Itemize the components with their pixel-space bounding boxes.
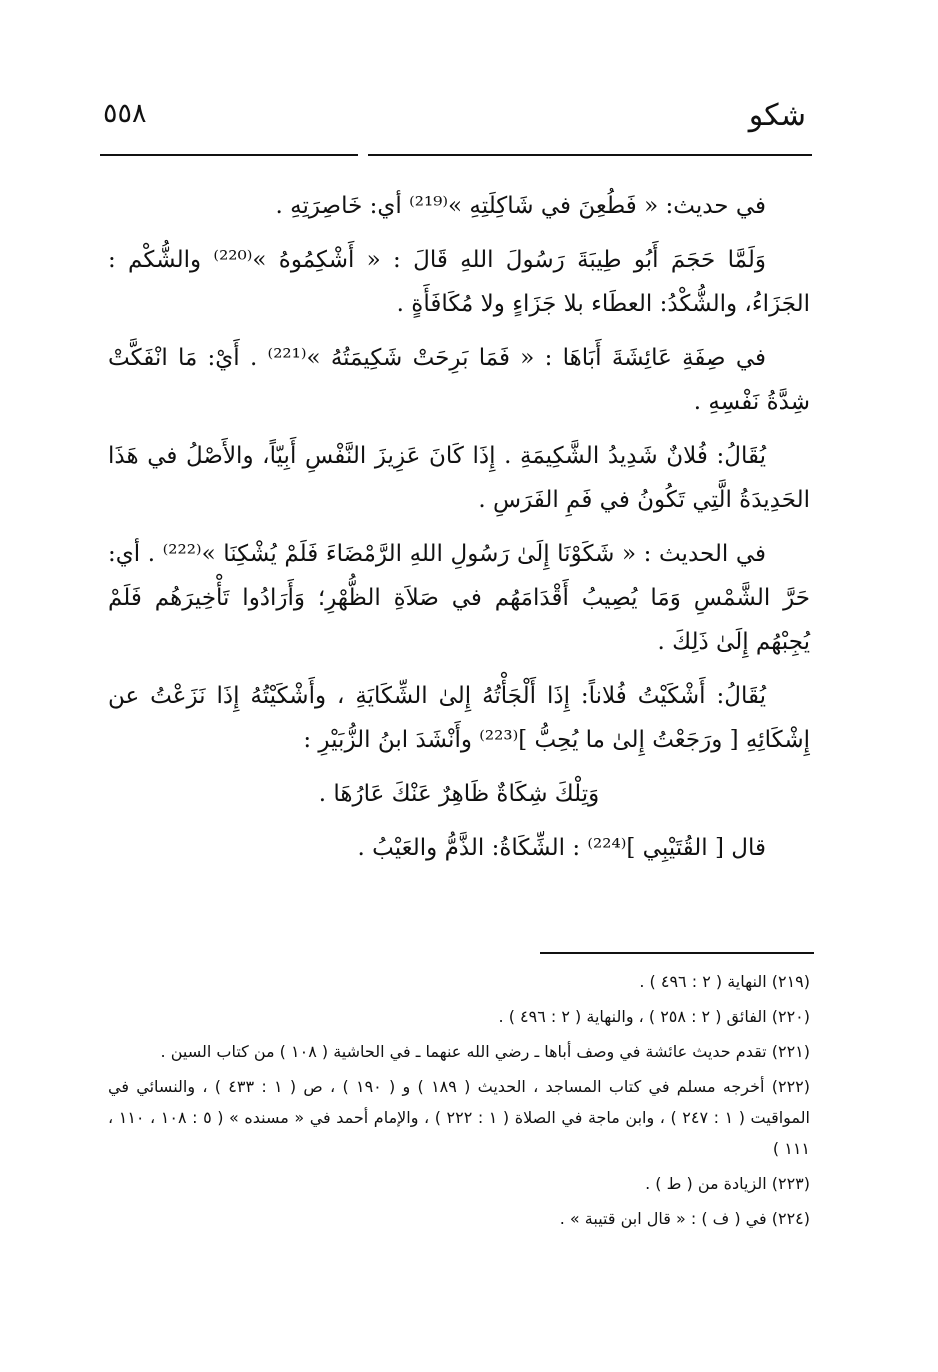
paragraph: في الحديث : « شَكَوْنَا إِلَىٰ رَسُولِ اللهِ الرَّمْضَاءَ فَلَمْ يُشْكِنَا »⁽²²²⁾ . أي: حَرَّ الشَّمْسِ وَمَا يُصِيبُ أَقْدَامَهُم في صَلاَةِ الظُّهْرِ؛ وَأَرَادُوا تَأْخِيرَهُم فَلَمْ يُجِبْهُم إِلَىٰ ذَلِكَ . xyxy=(108,541,810,655)
paragraph: في حديث: « فَطُعِنَ في شَاكِلَتِهِ »⁽²¹⁹⁾ أي: خَاصِرَتِهِ . xyxy=(275,193,766,219)
main-text xyxy=(108,184,810,880)
footnote: (٢٢٠) الفائق ( ٢ : ٢٥٨ ) ، والنهاية ( ٢ : ٤٩٦ ) . xyxy=(498,1007,810,1026)
footnote: (٢٢٤) في ( ف ) : « قال ابن قتيبة » . xyxy=(559,1209,810,1228)
footnotes xyxy=(108,966,810,1238)
paragraph: قال [ القُتَيْبِي ]⁽²²⁴⁾ : الشِّكَاةُ: الذَّمُّ والعَيْبُ . xyxy=(357,835,766,861)
footnote: (٢٢٣) الزيادة من ( ط ) . xyxy=(645,1174,810,1193)
paragraph: يُقَالُ: أَشْكَيْتُ فُلاناً: إِذَا أَلْجَأْتُهُ إِلىٰ الشِّكَايَةِ ، وأَشْكَيْتُهُ إِذَا نَزَعْتُ عن إِشْكَائِهِ [ ورَجَعْتُ إِلىٰ ما يُحِبُّ ]⁽²²³⁾ وأَنْشَدَ ابنُ الزُّبَيْرِ : xyxy=(108,683,810,753)
page-number: ٥٥٨ xyxy=(103,98,147,129)
header-rule-left xyxy=(100,154,358,156)
paragraph: وَلَمَّا حَجَمَ أَبُو طِيبَةَ رَسُولَ اللهِ قَالَ : « أَشْكِمُوهُ »⁽²²⁰⁾ والشُّكْم : الجَزَاءُ، والشُّكْدُ: العطَاء بلا جَزَاءٍ ولا مُكَافَأَةٍ . xyxy=(108,247,810,317)
footnote: (٢٢١) تقدم حديث عائشة في وصف أباها ـ رضي الله عنهما ـ في الحاشية ( ١٠٨ ) من كتاب السين . xyxy=(160,1042,810,1061)
paragraph: يُقَالُ: فُلانٌ شَدِيدُ الشَّكِيمَةِ . إِذَا كَانَ عَزِيزَ النَّفْسِ أَبِيّاً، والأَصْلُ في هَذَا الحَدِيدَةُ الَّتِي تَكُونُ في فَمِ الفَرَسِ . xyxy=(108,443,810,513)
footnote-separator xyxy=(540,952,814,954)
footnote: (٢١٩) النهاية ( ٢ : ٤٩٦ ) . xyxy=(639,972,810,991)
header-rule-right xyxy=(368,154,812,156)
footnote: (٢٢٢) أخرجه مسلم في كتاب المساجد ، الحديث ( ١٨٩ ) و ( ١٩٠ ) ، ص ( ١ : ٤٣٣ ) ، والنسائي في المواقيت ( ١ : ٢٤٧ ) ، وابن ماجة في الصلاة ( ١ : ٢٢٢ ) ، والإمام أحمد في « مسنده » ( ٥ : ١٠٨ ، ١١٠ ، ١١١ ) xyxy=(108,1077,810,1158)
poetry-verse: وَتِلْكَ شِكَاةٌ ظَاهِرٌ عَنْكَ عَارُهَا . xyxy=(318,781,600,807)
page-header-entry-word: شكو xyxy=(748,98,806,133)
paragraph: في صِفَةِ عَائِشَةَ أَبَاهَا : « فَمَا بَرِحَتْ شَكِيمَتُهُ »⁽²²¹⁾ . أَيْ: مَا انْفَكَّتْ شِدَّةُ نَفْسِهِ . xyxy=(108,345,810,415)
